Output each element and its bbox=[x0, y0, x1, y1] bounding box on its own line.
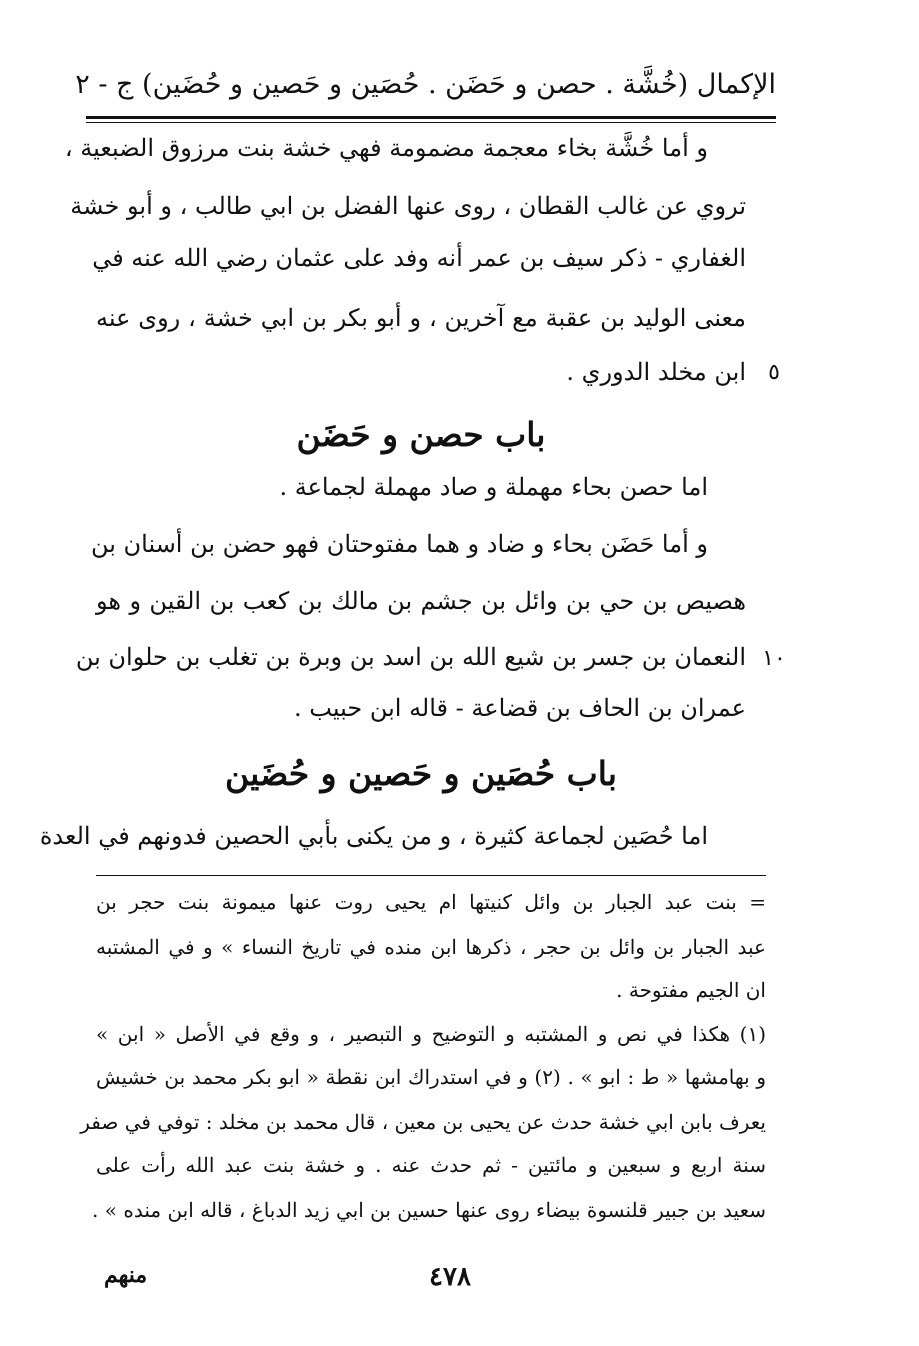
line-number: ٥ bbox=[768, 360, 780, 385]
section-heading: باب حصن و حَضَن bbox=[296, 415, 546, 454]
body-line: ابن مخلد الدوري . bbox=[566, 358, 746, 386]
footnote-line: ان الجيم مفتوحة . bbox=[616, 978, 766, 1002]
line-number: ١٠ bbox=[762, 646, 786, 671]
header-rule-thick bbox=[86, 116, 776, 119]
body-line: الغفاري - ذكر سيف بن عمر أنه وفد على عثمان رضي الله عنه في bbox=[92, 244, 746, 272]
running-header: الإكمال (خُشَّة . حصن و حَضَن . حُصَين و حَصين و حُضَين) ج - ٢ bbox=[75, 69, 776, 100]
footnote-line: سنة اربع و سبعين و مائتين - ثم حدث عنه . و خشة بنت عبد الله رأت على bbox=[96, 1153, 766, 1177]
section-heading: باب حُصَين و حَصين و حُضَين bbox=[225, 754, 617, 793]
body-line: عمران بن الحاف بن قضاعة - قاله ابن حبيب . bbox=[294, 694, 746, 722]
catchword: منهم bbox=[104, 1262, 148, 1288]
body-line: هصيص بن حي بن وائل بن جشم بن مالك بن كعب بن القين و هو bbox=[96, 587, 746, 615]
footnote-line: = بنت عبد الجبار بن وائل كنيتها ام يحيى روت عنها ميمونة بنت حجر بن bbox=[96, 890, 766, 914]
footnote-rule bbox=[96, 875, 766, 876]
header-rule-thin bbox=[86, 122, 776, 123]
footnote-line: سعيد بن جبير قلنسوة بيضاء روى عنها حسين بن ابي زيد الدباغ ، قاله ابن منده » . bbox=[92, 1198, 766, 1222]
body-line: معنى الوليد بن عقبة مع آخرين ، و أبو بكر بن ابي خشة ، روى عنه bbox=[96, 304, 746, 332]
page-number: ٤٧٨ bbox=[429, 1262, 471, 1292]
footnote-line: و بهامشها « ط : ابو » . (٢) و في استدراك ابن نقطة « ابو بكر محمد بن خشيش bbox=[96, 1065, 766, 1089]
footnote-line: يعرف بابن ابي خشة حدث عن يحيى بن معين ، قال محمد بن مخلد : توفي في صفر bbox=[80, 1110, 766, 1134]
body-line: و أما خُشَّة بخاء معجمة مضمومة فهي خشة بنت مرزوق الضبعية ، bbox=[64, 134, 708, 162]
footnote-line: عبد الجبار بن وائل بن حجر ، ذكرها ابن منده في تاريخ النساء » و في المشتبه bbox=[96, 935, 766, 959]
body-line: اما حُصَين لجماعة كثيرة ، و من يكنى بأبي الحصين فدونهم في العدة bbox=[39, 822, 708, 850]
body-line: تروي عن غالب القطان ، روى عنها الفضل بن ابي طالب ، و أبو خشة bbox=[70, 192, 746, 220]
footnote-line: (١) هكذا في نص و المشتبه و التوضيح و التبصير ، و وقع في الأصل « ابن » bbox=[96, 1022, 766, 1046]
body-line: و أما حَضَن بحاء و ضاد و هما مفتوحتان فهو حضن بن أسنان بن bbox=[90, 530, 708, 558]
body-line: النعمان بن جسر بن شيع الله بن اسد بن وبرة بن تغلب بن حلوان بن bbox=[75, 643, 746, 671]
body-line: اما حصن بحاء مهملة و صاد مهملة لجماعة . bbox=[279, 473, 708, 501]
